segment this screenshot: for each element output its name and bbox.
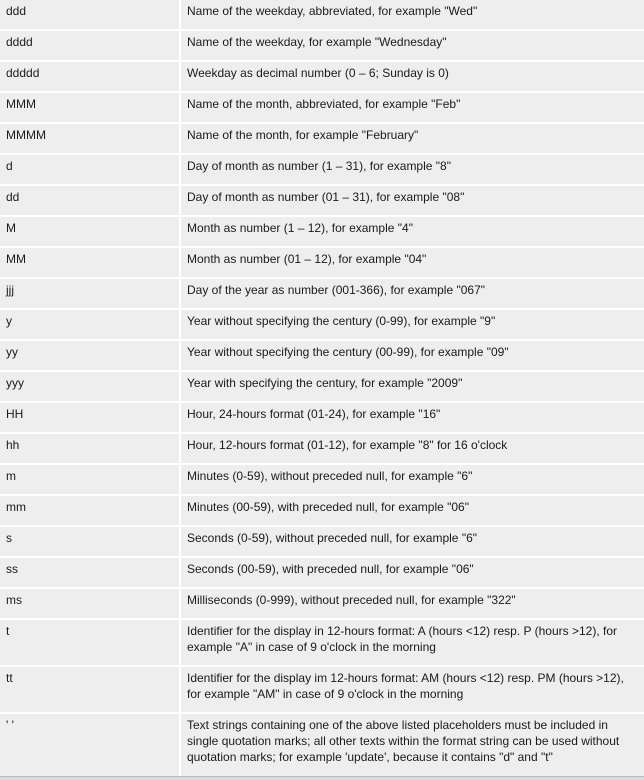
placeholder-description: Identifier for the display im 12-hours format: AM (hours <12) resp. PM (hours >12), for example "AM" in case of 9 o'clock in the morning [181,667,644,714]
placeholder-code: ms [0,589,181,620]
table-row [0,93,644,124]
placeholder-code: y [0,310,181,341]
table-row [0,31,644,62]
table-row [0,124,644,155]
table-row [0,465,644,496]
placeholder-description: Month as number (01 – 12), for example "04" [181,248,644,279]
placeholder-description: Day of the year as number (001-366), for example "067" [181,279,644,310]
placeholder-description: Text strings containing one of the above listed placeholders must be included in single quotation marks; all other texts within the format string can be used without quotation marks; for example 'update', because it contains "d" and "t" [181,714,644,776]
bottom-divider [0,776,644,780]
placeholder-description: Name of the weekday, abbreviated, for example "Wed" [181,0,644,31]
placeholder-description: Milliseconds (0-999), without preceded null, for example "322" [181,589,644,620]
placeholder-code: jjj [0,279,181,310]
placeholder-code: yy [0,341,181,372]
placeholder-description: Year without specifying the century (00-99), for example "09" [181,341,644,372]
placeholder-description: Seconds (0-59), without preceded null, for example "6" [181,527,644,558]
placeholder-code: hh [0,434,181,465]
placeholder-description: Day of month as number (1 – 31), for example "8" [181,155,644,186]
placeholder-description: Hour, 24-hours format (01-24), for example "16" [181,403,644,434]
table-row [0,217,644,248]
placeholder-code: ddd [0,0,181,31]
placeholder-code: MMMM [0,124,181,155]
placeholder-description: Hour, 12-hours format (01-12), for example "8" for 16 o'clock [181,434,644,465]
table-row [0,496,644,527]
table-row [0,620,644,667]
placeholder-description: Name of the month, for example "February" [181,124,644,155]
table-row [0,248,644,279]
placeholder-code: ss [0,558,181,589]
table-row [0,527,644,558]
table-row [0,279,644,310]
placeholder-description: Year with specifying the century, for example "2009" [181,372,644,403]
placeholder-description: Year without specifying the century (0-99), for example "9" [181,310,644,341]
table-row [0,714,644,776]
table-row [0,372,644,403]
placeholder-description: Month as number (1 – 12), for example "4" [181,217,644,248]
table-row [0,155,644,186]
placeholder-code: MM [0,248,181,279]
placeholder-code: t [0,620,181,667]
placeholder-description: Name of the weekday, for example "Wednesday" [181,31,644,62]
placeholder-description: Minutes (0-59), without preceded null, for example "6" [181,465,644,496]
placeholder-description: Name of the month, abbreviated, for example "Feb" [181,93,644,124]
placeholder-code: yyy [0,372,181,403]
placeholder-code: M [0,217,181,248]
placeholder-description: Seconds (00-59), with preceded null, for example "06" [181,558,644,589]
placeholder-description: Day of month as number (01 – 31), for example "08" [181,186,644,217]
placeholder-description: Weekday as decimal number (0 – 6; Sunday is 0) [181,62,644,93]
placeholder-code: tt [0,667,181,714]
placeholder-code: m [0,465,181,496]
placeholder-code: dddd [0,31,181,62]
placeholder-code: mm [0,496,181,527]
table-row [0,589,644,620]
placeholder-code: s [0,527,181,558]
placeholder-code: ' ' [0,714,181,776]
placeholder-code: ddddd [0,62,181,93]
placeholder-code: HH [0,403,181,434]
placeholder-description: Identifier for the display in 12-hours format: A (hours <12) resp. P (hours >12), for example "A" in case of 9 o'clock in the morning [181,620,644,667]
table-row [0,403,644,434]
table-row [0,434,644,465]
table-row [0,558,644,589]
table-row [0,341,644,372]
table-row [0,62,644,93]
placeholder-description: Minutes (00-59), with preceded null, for example "06" [181,496,644,527]
table-row [0,186,644,217]
placeholder-code: MMM [0,93,181,124]
table-row [0,310,644,341]
table-row [0,0,644,31]
table-row [0,667,644,714]
placeholder-code: d [0,155,181,186]
placeholder-code: dd [0,186,181,217]
